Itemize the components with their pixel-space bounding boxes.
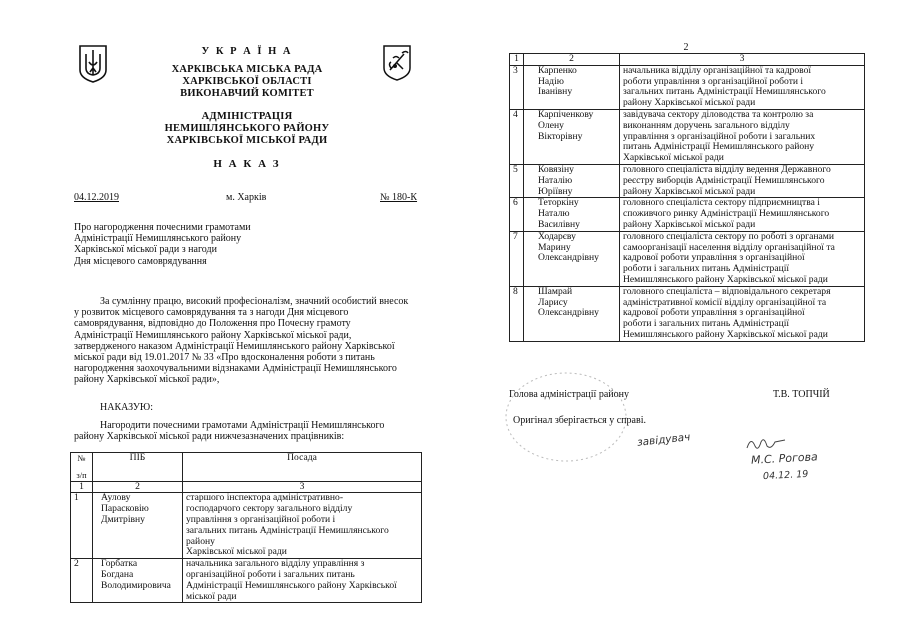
position-line: самоорганізації населення відділу організаційної та	[623, 241, 835, 253]
table-row	[71, 559, 422, 603]
row-number: 6	[510, 198, 524, 231]
name-line: Іванівну	[538, 86, 573, 98]
header-position: Посада	[183, 453, 422, 482]
position-line: споживчого ринку Адміністрації Немишлянського	[623, 208, 830, 220]
position-line: реєстру виборців Адміністрації Немишлянського	[623, 174, 825, 186]
subject-line: Дня місцевого самоврядування	[74, 255, 207, 267]
body-line: у розвиток місцевого самоврядування та з нагоди Дня місцевого	[74, 307, 349, 319]
column-number: 2	[93, 481, 183, 493]
position-line: Адміністрації Немишлянського району Харківської	[186, 579, 397, 591]
body-line: міської ради від 19.01.2017 № 33 «Про вдосконалення роботи з питань	[74, 352, 375, 364]
position-line: Харківської міської ради	[186, 546, 287, 558]
council-line: ХАРКІВСЬКОЇ ОБЛАСТІ	[182, 76, 312, 87]
head-name: Т.В. ТОПЧІЙ	[773, 389, 830, 400]
position-line: старшого інспектора адміністративно-	[186, 492, 344, 504]
order-body	[74, 296, 420, 386]
row-number: 5	[510, 164, 524, 197]
position-line: головного спеціаліста – відповідального секретаря	[623, 285, 831, 297]
position-line: Харківської міської ради	[623, 152, 724, 164]
name-line: Юріївну	[538, 185, 573, 197]
name-line: Теторкіну	[538, 197, 579, 209]
header-name: ПІБ	[93, 453, 183, 482]
right-page	[451, 0, 902, 636]
body-line: району Харківської міської ради»,	[74, 374, 220, 386]
column-number: 1	[71, 481, 93, 493]
name-line: Надію	[538, 75, 564, 87]
position-line: управління з організаційної роботи і загальних	[623, 130, 816, 142]
header-number-line: з/п	[76, 469, 87, 480]
row-name	[93, 559, 183, 603]
council-line: ХАРКІВСЬКА МІСЬКА РАДА	[171, 64, 323, 75]
row-position	[183, 493, 422, 559]
order-number: № 180-К	[380, 192, 418, 203]
order-date: 04.12.2019	[74, 192, 119, 203]
council-block	[120, 64, 374, 100]
order-text-line: Нагородити почесними грамотами Адміністрації Немишлянського	[100, 420, 385, 431]
table-row	[510, 231, 865, 286]
body-line: нагородження заохочувальними відзнаками Адміністрації Немишлянського	[74, 363, 397, 375]
row-name	[524, 109, 620, 164]
position-line: Немишлянського району Харківської міської ради	[623, 273, 828, 285]
position-line: загальних питань Адміністрації Немишлянського району	[186, 524, 389, 547]
administration-line: ХАРКІВСЬКОЇ МІСЬКОЇ РАДИ	[166, 135, 328, 146]
name-line: Марину	[538, 241, 571, 253]
table-row	[510, 198, 865, 231]
position-line: виконанням доручень загального відділу	[623, 119, 790, 131]
order-city: м. Харків	[226, 192, 267, 203]
row-name	[524, 231, 620, 286]
table-row	[510, 164, 865, 197]
column-number-row	[510, 54, 865, 66]
name-line: Аулову	[101, 492, 131, 504]
order-text	[74, 420, 420, 442]
kharkiv-coat-of-arms-icon	[382, 44, 412, 82]
body-line: затвердженого наказом Адміністрації Немишлянського району Харківської	[74, 340, 395, 352]
position-line: району Харківської міської ради	[623, 185, 756, 197]
handwritten-name: М.С. Рогова	[750, 450, 819, 467]
position-line: головного спеціаліста відділу ведення Державного	[623, 163, 831, 175]
administration-line: АДМІНІСТРАЦІЯ	[201, 111, 293, 122]
document-type: Н А К А З	[213, 158, 281, 170]
position-line: міської ради	[186, 590, 237, 602]
subject-line: Харківської міської ради з нагоди	[74, 244, 217, 256]
column-number: 3	[620, 54, 865, 66]
row-number: 4	[510, 109, 524, 164]
header-number	[71, 453, 93, 482]
council-line: ВИКОНАВЧИЙ КОМІТЕТ	[180, 88, 314, 99]
table-row	[71, 493, 422, 559]
position-line: району Харківської міської ради	[623, 97, 756, 109]
order-text-line: району Харківської міської ради нижчезазначених працівників:	[74, 431, 345, 443]
body-line: За сумлінну працю, високий професіоналізм, значний особистий внесок	[100, 296, 409, 307]
name-line: Дмитрівну	[101, 513, 145, 525]
position-line: головного спеціаліста сектору підприємництва і	[623, 197, 820, 209]
row-position	[620, 198, 865, 231]
position-line: Немишлянського району Харківської міської ради	[623, 328, 828, 340]
row-name	[524, 65, 620, 109]
position-line: питань Адміністрації Немишлянського району	[623, 141, 815, 153]
body-line: Адміністрації Немишлянського району Харківської міської ради,	[74, 329, 352, 341]
position-line: головного спеціаліста сектору по роботі з органами	[623, 230, 834, 242]
position-line: начальника відділу організаційної та кадрової	[623, 64, 812, 76]
name-line: Олену	[538, 119, 564, 131]
row-position	[620, 286, 865, 341]
order-subject	[74, 222, 251, 267]
position-line: управління з організаційної роботи і	[186, 513, 336, 525]
table-header-row	[71, 453, 422, 482]
body-line: самоврядування, відповідно до Положення про Почесну грамоту	[74, 318, 351, 330]
position-line: начальника загального відділу управління з	[186, 558, 365, 570]
name-line: Олександрівну	[538, 307, 599, 319]
order-word: НАКАЗУЮ:	[100, 402, 153, 413]
name-line: Володимировича	[101, 579, 171, 591]
position-line: району Харківської міської ради	[623, 218, 756, 230]
position-line: завідувача сектору діловодства та контролю за	[623, 108, 814, 120]
row-name	[524, 198, 620, 231]
handwritten-date: 04.12. 19	[762, 468, 809, 483]
position-line: організаційної роботи і загальних питань	[186, 568, 355, 580]
subject-line: Про нагородження почесними грамотами	[74, 222, 251, 233]
row-position	[620, 109, 865, 164]
name-line: Наталю	[538, 208, 570, 220]
position-line: роботи управління з організаційної роботи і	[623, 75, 804, 87]
handwritten-role: завідувач	[636, 431, 691, 449]
table-row	[510, 65, 865, 109]
row-number: 7	[510, 231, 524, 286]
ukraine-coat-of-arms-icon	[78, 44, 108, 84]
header-number-line: №	[77, 453, 86, 463]
page-number: 2	[683, 42, 689, 53]
name-line: Ларису	[538, 296, 568, 308]
row-position	[183, 559, 422, 603]
name-line: Ковязіну	[538, 163, 574, 175]
subject-line: Адміністрації Немишлянського району	[74, 233, 242, 245]
awardees-table	[70, 452, 422, 603]
signature-icon	[745, 434, 789, 454]
row-position	[620, 231, 865, 286]
name-line: Горбатка	[101, 558, 138, 570]
name-line: Богдана	[101, 568, 134, 580]
position-line: роботи і загальних питань Адміністрації	[623, 263, 790, 275]
column-number: 3	[183, 481, 422, 493]
name-line: Вікторівну	[538, 130, 583, 142]
name-line: Карпенко	[538, 64, 577, 76]
name-line: Ходарєву	[538, 230, 576, 242]
row-number: 8	[510, 286, 524, 341]
position-line: загальних питань Адміністрації Немишлянського	[623, 86, 826, 98]
row-name	[93, 493, 183, 559]
row-position	[620, 164, 865, 197]
table-row	[510, 109, 865, 164]
row-number: 3	[510, 65, 524, 109]
name-line: Шамрай	[538, 285, 573, 297]
row-number: 1	[71, 493, 93, 559]
position-line: адміністративної комісії відділу організаційної та	[623, 296, 827, 308]
row-position	[620, 65, 865, 109]
name-line: Парасковію	[101, 503, 149, 515]
head-title: Голова адміністрації району	[509, 389, 629, 400]
name-line: Олександрівну	[538, 252, 599, 264]
row-name	[524, 286, 620, 341]
administration-block	[120, 111, 374, 147]
name-line: Карпіченкову	[538, 108, 594, 120]
original-note: Оригінал зберігається у справі.	[513, 415, 646, 426]
position-line: роботи і загальних питань Адміністрації	[623, 318, 790, 330]
awardees-table-continued	[509, 53, 865, 342]
position-line: кадрової роботи управління з організаційної	[623, 307, 805, 319]
name-line: Наталію	[538, 174, 573, 186]
administration-line: НЕМИШЛЯНСЬКОГО РАЙОНУ	[164, 123, 330, 134]
name-line: Василівну	[538, 218, 580, 230]
row-name	[524, 164, 620, 197]
table-row	[510, 286, 865, 341]
row-number: 2	[71, 559, 93, 603]
column-number: 2	[524, 54, 620, 66]
country-title: У К Р А Ї Н А	[201, 46, 293, 57]
column-number-row	[71, 481, 422, 493]
position-line: кадрової роботи управління з організаційної	[623, 252, 805, 264]
column-number: 1	[510, 54, 524, 66]
position-line: господарчого сектору загального відділу	[186, 503, 353, 515]
